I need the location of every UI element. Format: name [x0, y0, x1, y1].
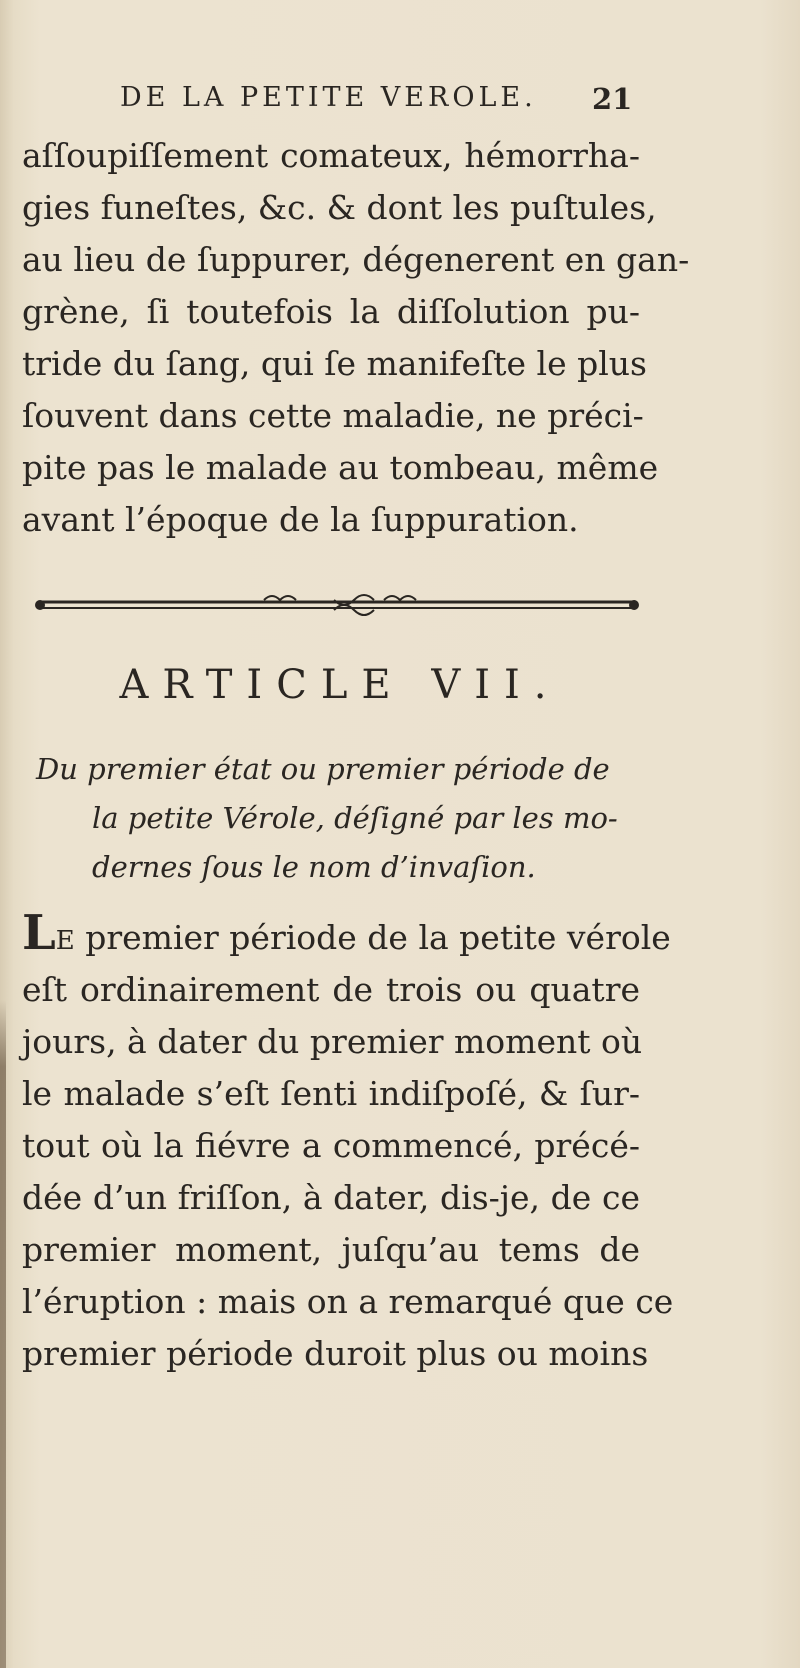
text-line: ſouvent dans cette maladie, ne préci-: [22, 396, 644, 435]
small-cap: E: [55, 926, 75, 956]
text-line: premier moment, juſqu’au tems de: [22, 1230, 640, 1269]
text-line: jours, à dater du premier moment où: [22, 1022, 643, 1061]
text-line: au lieu de ſuppurer, dégenerent en gan-: [22, 240, 690, 279]
text-line: eſt ordinairement de trois ou quatre: [22, 970, 640, 1009]
article-subtitle: [36, 745, 644, 892]
text-line: tout où la fiévre a commencé, précé-: [22, 1126, 640, 1165]
page-number: 21: [592, 82, 633, 116]
subtitle-line: dernes ſous le nom d’invaſion.: [92, 850, 536, 884]
text-line: aſſoupiſſement comateux, hémorrha-: [22, 136, 640, 175]
decorative-rule-ornament: [34, 590, 640, 620]
drop-cap: L: [22, 905, 56, 961]
text-line: grène, ſi toutefois la diſſolution pu-: [22, 292, 640, 331]
running-head: DE LA PETITE VEROLE.: [120, 82, 537, 113]
text-line: le malade s’eſt ſenti indiſpoſé, & ſur-: [22, 1074, 640, 1113]
paragraph-top: [22, 130, 690, 546]
article-heading: ARTICLE VII.: [119, 662, 561, 708]
paragraph-bottom: [22, 905, 674, 1380]
text-line: pite pas le malade au tombeau, même: [22, 448, 659, 487]
text-line: dée d’un friſſon, à dater, dis-je, de ce: [22, 1178, 640, 1217]
text-line: premier période duroit plus ou moins: [22, 1334, 649, 1373]
subtitle-line: Du premier état ou premier période de: [36, 752, 610, 786]
text-line: avant l’époque de la ſuppuration.: [22, 500, 579, 539]
text-line: tride du ſang, qui ſe manifeſte le plus: [22, 344, 647, 383]
page-gutter-shadow: [0, 1000, 6, 1668]
subtitle-line: la petite Vérole, déſigné par les mo-: [92, 801, 618, 835]
text-line-first: [22, 905, 671, 964]
text-line: gies funeſtes, &c. & dont les puſtules,: [22, 188, 657, 227]
text-line: l’éruption : mais on a remarqué que ce: [22, 1282, 674, 1321]
first-line-rest: premier période de la petite vérole: [85, 918, 671, 957]
